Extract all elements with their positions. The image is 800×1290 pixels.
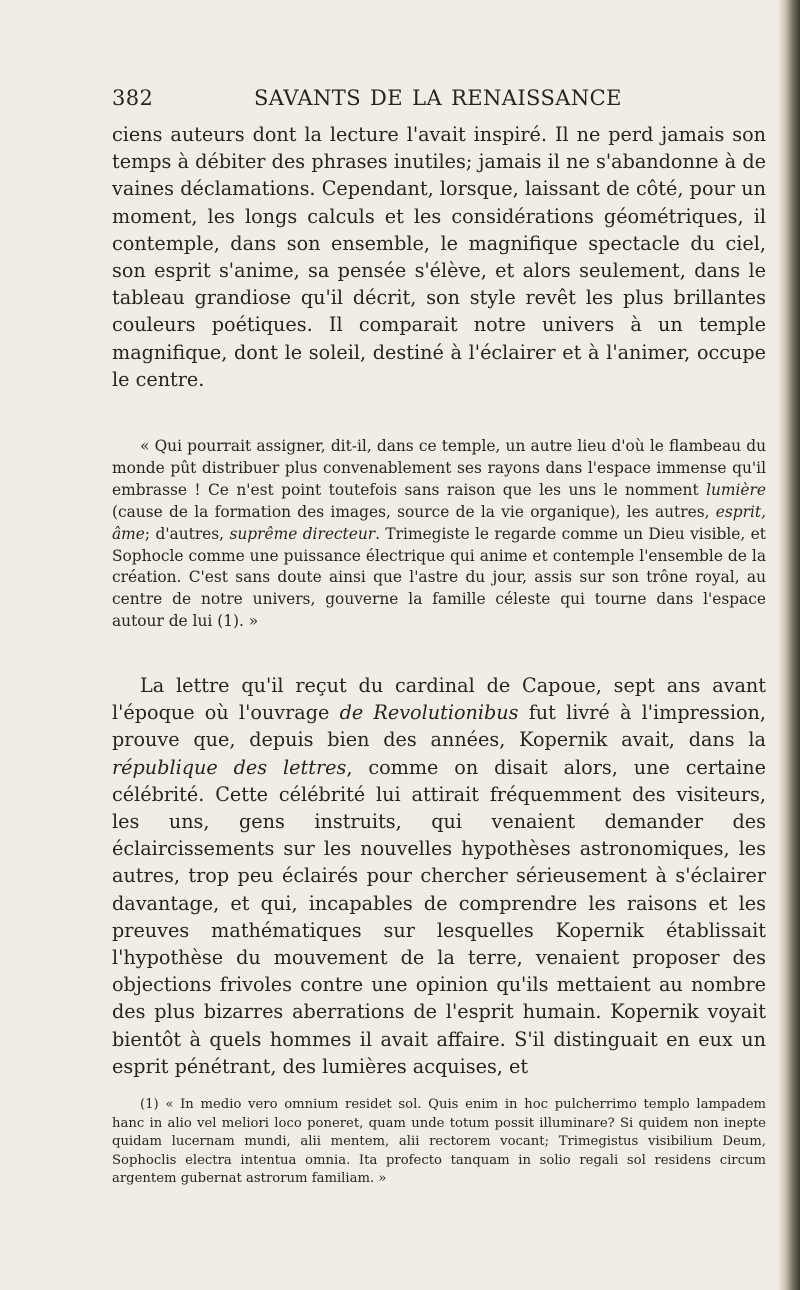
quote-text: ; d'autres,: [144, 524, 230, 543]
quote-text: (cause de la formation des images, source de la vie organique), les autres,: [112, 502, 716, 521]
quote-italic-term: esprit, âme: [112, 502, 766, 543]
running-title: SAVANTS DE LA RENAISSANCE: [254, 86, 622, 110]
running-header: [112, 86, 764, 114]
quote-italic-term: suprême directeur: [229, 524, 376, 543]
paragraph-2: [112, 672, 766, 1080]
italic-title: de Revolutionibus: [339, 701, 519, 725]
quote-text: « Qui pourrait assigner, dit-il, dans ce temple, un autre lieu d'où le flambeau du monde pût distribuer plus convenablement ses rayons dans l'espace immense qu'il embrasse ! Ce n'est point toutefois sans raison que les uns le nomment: [112, 437, 766, 499]
page-edge-shadow: [778, 0, 800, 1290]
footnote: (1) « In medio vero omnium residet sol. Quis enim in hoc pulcherrimo templo lampadem hanc in alio vel meliori loco poneret, quam unde totum possit illuminare? Si quidem non inepte quidam lucernam mundi, alii mentem, alii rectorem vocant; Trimegistus visibilium Deum, Sophoclis electra intentua omnia. Ita profecto tanquam in solio regali sol residens circum argentem gubernat astrorum familiam. »: [112, 1097, 766, 1186]
paragraph-text: , comme on disait alors, une certaine célébrité. Cette célébrité lui attirait fréquemment des visiteurs, les uns, gens instruits, qui venaient demander des éclaircissements sur les nouvelles hypothèses astronomiques, les autres, trop peu éclairés pour chercher sérieusement à s'éclairer davantage, et qui, incapables de comprendre les raisons et les preuves mathématiques sur lesquelles Kopernik établissait l'hypothèse du mouvement de la terre, venaient proposer des objections frivoles contre une opinion qu'ils mettaient au nombre des plus bizarres aberrations de l'esprit humain. Kopernik voyait bientôt à quels hommes il avait affaire. S'il distinguait en eux un esprit pénétrant, des lumières acquises, et: [112, 755, 766, 1078]
paragraph-1: ciens auteurs dont la lecture l'avait inspiré. Il ne perd jamais son temps à débiter des phrases inutiles; jamais il ne s'abandonne à de vaines déclamations. Cependant, lorsque, laissant de côté, pour un moment, les longs calculs et les considérations géométriques, il contemple, dans son ensemble, le magnifique spectacle du ciel, son esprit s'anime, sa pensée s'élève, et alors seulement, dans le tableau grandiose qu'il décrit, son style revêt les plus brillantes couleurs poétiques. Il comparait notre univers à un temple magnifique, dont le soleil, destiné à l'éclairer et à l'animer, occupe le centre.: [112, 123, 766, 391]
page-number: 382: [112, 86, 154, 110]
block-quote: [112, 436, 766, 633]
quote-text: . Trimegiste le regarde comme un Dieu visible, et Sophocle comme une puissance électrique qui anime et contemple l'ensemble de la création. C'est sans doute ainsi que l'astre du jour, assis sur son trône royal, au centre de notre univers, gouverne la famille céleste qui tourne dans l'espace autour de lui (1). »: [112, 524, 766, 631]
quote-italic-term: lumière: [706, 480, 766, 499]
paragraph-text: La lettre qu'il reçut du cardinal de Capoue, sept ans avant l'époque où l'ouvrage: [112, 674, 766, 725]
italic-phrase: république des lettres: [112, 755, 347, 779]
paragraph-text: fut livré à l'impression, prouve que, depuis bien des années, Kopernik avait, dans la: [112, 701, 766, 752]
